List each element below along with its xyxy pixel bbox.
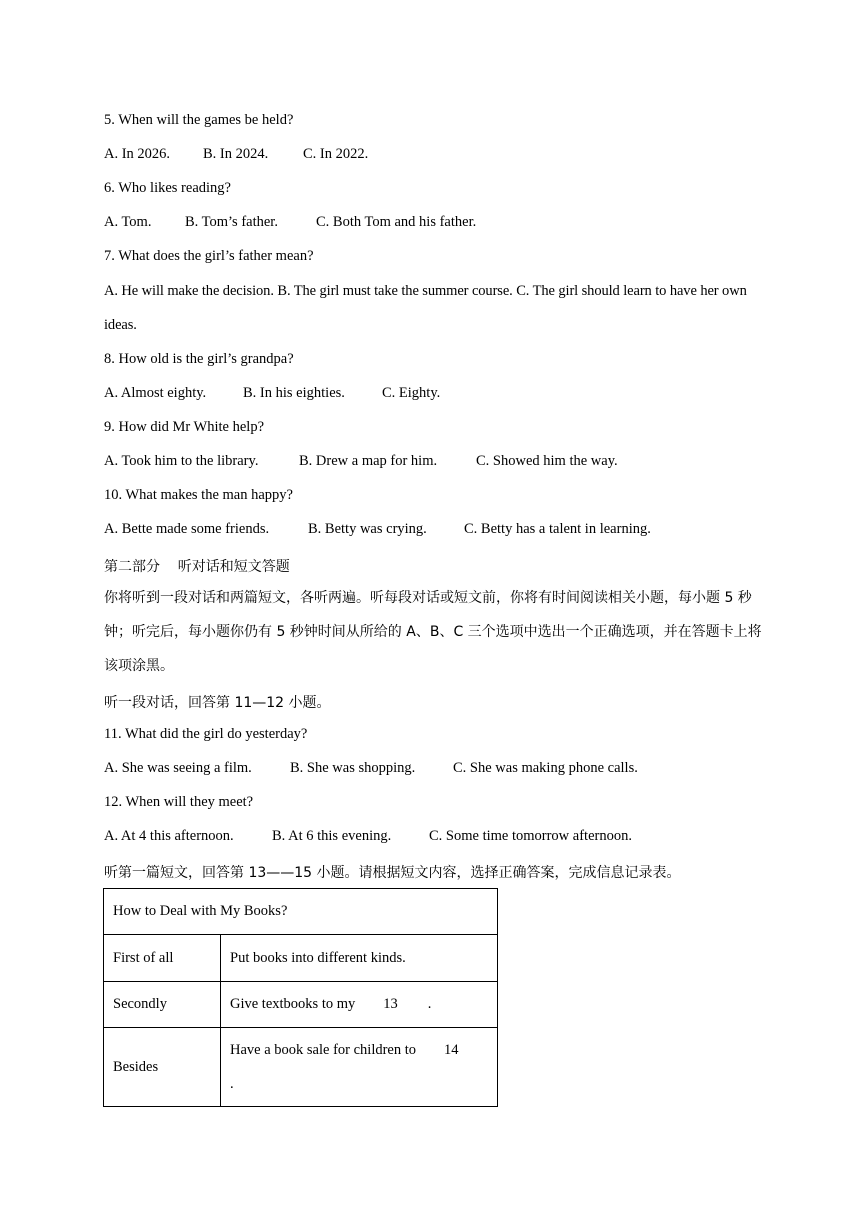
question-10: 10. What makes the man happy? bbox=[104, 487, 293, 503]
option-c: C. Eighty. bbox=[382, 385, 441, 401]
option-c: C. Some time tomorrow afternoon. bbox=[429, 828, 632, 844]
option-b: B. In 2024. bbox=[203, 146, 269, 162]
question-9-options bbox=[104, 453, 618, 470]
blank-14: 14 bbox=[444, 1042, 459, 1058]
table-row bbox=[104, 935, 498, 982]
blank-end: . bbox=[230, 1076, 234, 1092]
option-c: C. In 2022. bbox=[303, 146, 369, 162]
option-c: C. Betty has a talent in learning. bbox=[464, 521, 651, 537]
option-a: A. Tom. bbox=[104, 214, 152, 230]
row-content: Put books into different kinds. bbox=[221, 935, 498, 982]
question-11: 11. What did the girl do yesterday? bbox=[104, 726, 308, 742]
question-10-options bbox=[104, 521, 651, 538]
passage-intro: 听第一篇短文，回答第 13——15 小题。请根据短文内容，选择正确答案，完成信息记录表。 bbox=[104, 865, 681, 881]
option-c: C. Showed him the way. bbox=[476, 453, 618, 469]
row-label: First of all bbox=[104, 935, 221, 982]
question-7-options: A. He will make the decision. B. The girl must take the summer course. C. The girl should learn to have her own ideas. bbox=[104, 283, 747, 333]
option-b: B. She was shopping. bbox=[290, 760, 416, 776]
question-12-options bbox=[104, 828, 632, 845]
table-row bbox=[104, 982, 498, 1028]
question-11-options bbox=[104, 760, 638, 777]
part2-instructions: 你将听到一段对话和两篇短文，各听两遍。听每段对话或短文前，你将有时间阅读相关小题，每小题 5 秒钟；听完后，每小题你仍有 5 秒钟时间从所给的 A、B、C 三个选项中选出一个正确选项，并在答题卡上将该项涂黑。 bbox=[104, 590, 762, 674]
option-a: A. Almost eighty. bbox=[104, 385, 207, 401]
question-8-options bbox=[104, 385, 440, 402]
option-a: A. Took him to the library. bbox=[104, 453, 259, 469]
row-content bbox=[221, 1028, 498, 1107]
question-6: 6. Who likes reading? bbox=[104, 180, 231, 196]
question-9: 9. How did Mr White help? bbox=[104, 419, 265, 435]
row-text: Give textbooks to my bbox=[230, 996, 356, 1012]
option-b: B. Tom’s father. bbox=[185, 214, 278, 230]
option-a: A. In 2026. bbox=[104, 146, 171, 162]
option-a: A. Bette made some friends. bbox=[104, 521, 270, 537]
option-c: C. She was making phone calls. bbox=[453, 760, 638, 776]
option-c: C. Both Tom and his father. bbox=[316, 214, 477, 230]
blank-end: . bbox=[427, 996, 432, 1012]
table-row bbox=[104, 1028, 498, 1107]
question-6-options bbox=[104, 214, 476, 231]
option-b: B. In his eighties. bbox=[243, 385, 345, 401]
option-a: A. At 4 this afternoon. bbox=[104, 828, 234, 844]
question-8: 8. How old is the girl’s grandpa? bbox=[104, 351, 294, 367]
record-table bbox=[103, 888, 498, 1107]
question-12: 12. When will they meet? bbox=[104, 794, 254, 810]
table-title: How to Deal with My Books? bbox=[104, 889, 498, 935]
question-7: 7. What does the girl’s father mean? bbox=[104, 248, 314, 264]
part2-heading: 第二部分 听对话和短文答题 bbox=[104, 559, 290, 575]
question-5: 5. When will the games be held? bbox=[104, 112, 294, 128]
option-b: B. At 6 this evening. bbox=[272, 828, 392, 844]
option-a: A. She was seeing a film. bbox=[104, 760, 252, 776]
row-label: Secondly bbox=[104, 982, 221, 1028]
option-b: B. Betty was crying. bbox=[308, 521, 427, 537]
question-5-options bbox=[104, 146, 368, 163]
row-text: Have a book sale for children to bbox=[230, 1042, 417, 1058]
table-title-row bbox=[104, 889, 498, 935]
dialog-intro: 听一段对话，回答第 11—12 小题。 bbox=[104, 695, 331, 711]
option-b: B. Drew a map for him. bbox=[299, 453, 438, 469]
blank-13: 13 bbox=[383, 996, 398, 1012]
row-label: Besides bbox=[104, 1028, 221, 1107]
row-content bbox=[221, 982, 498, 1028]
